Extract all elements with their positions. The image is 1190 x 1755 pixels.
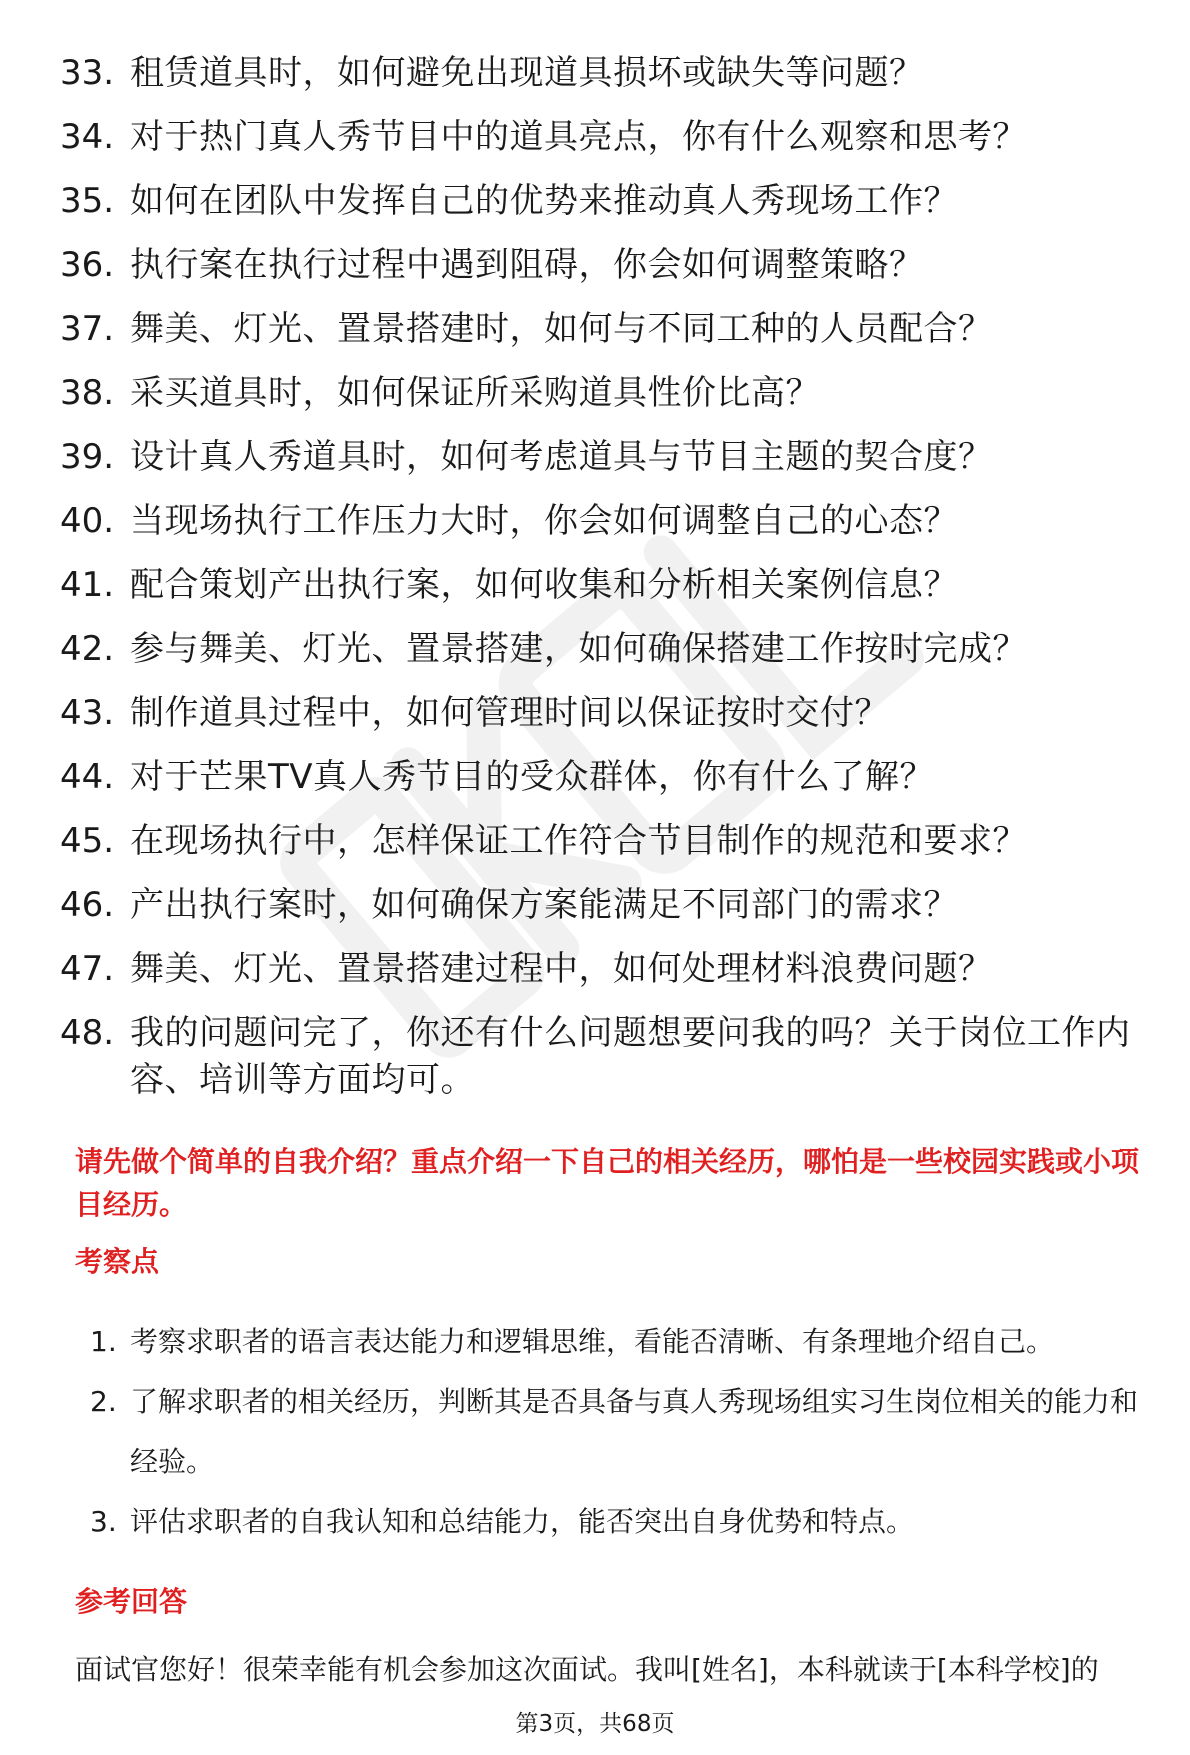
question-item	[60, 306, 1150, 353]
point-number: 3.	[90, 1505, 117, 1538]
question-text: 参与舞美、灯光、置景搭建，如何确保搭建工作按时完成？	[130, 629, 1027, 669]
point-item	[90, 1492, 1160, 1552]
point-number: 1.	[90, 1325, 117, 1358]
question-number: 36.	[60, 245, 115, 285]
point-text: 评估求职者的自我认知和总结能力，能否突出自身优势和特点。	[130, 1505, 915, 1538]
question-text: 配合策划产出执行案，如何收集和分析相关案例信息？	[130, 565, 958, 605]
question-text: 设计真人秀道具时，如何考虑道具与节目主题的契合度？	[130, 437, 993, 477]
question-number: 42.	[60, 629, 115, 669]
question-item	[60, 242, 1150, 289]
question-number: 40.	[60, 501, 115, 541]
question-item	[60, 754, 1150, 801]
points-list	[90, 1312, 1160, 1552]
question-item	[60, 50, 1150, 97]
question-item	[60, 1010, 1150, 1104]
point-item	[90, 1312, 1160, 1372]
point-text: 了解求职者的相关经历，判断其是否具备与真人秀现场组实习生岗位相关的能力和经验。	[130, 1385, 1139, 1478]
question-item	[60, 690, 1150, 737]
question-number: 45.	[60, 821, 115, 861]
question-text: 舞美、灯光、置景搭建过程中，如何处理材料浪费问题？	[130, 949, 993, 989]
question-number: 41.	[60, 565, 115, 605]
question-text: 租赁道具时，如何避免出现道具损坏或缺失等问题？	[130, 53, 924, 93]
question-item	[60, 626, 1150, 673]
question-item	[60, 818, 1150, 865]
featured-question: 请先做个简单的自我介绍？重点介绍一下自己的相关经历，哪怕是一些校园实践或小项目经历。	[75, 1145, 1140, 1221]
question-number: 39.	[60, 437, 115, 477]
question-text: 舞美、灯光、置景搭建时，如何与不同工种的人员配合？	[130, 309, 993, 349]
question-item	[60, 114, 1150, 161]
question-item	[60, 498, 1150, 545]
question-number: 48.	[60, 1013, 115, 1053]
question-number: 35.	[60, 181, 115, 221]
point-text: 考察求职者的语言表达能力和逻辑思维，看能否清晰、有条理地介绍自己。	[130, 1325, 1055, 1358]
answer-text: 面试官您好！很荣幸能有机会参加这次面试。我叫[姓名]，本科就读于[本科学校]的	[75, 1653, 1099, 1686]
question-number: 47.	[60, 949, 115, 989]
question-number: 34.	[60, 117, 115, 157]
question-text: 在现场执行中，怎样保证工作符合节目制作的规范和要求？	[130, 821, 1027, 861]
question-number: 37.	[60, 309, 115, 349]
question-text: 对于热门真人秀节目中的道具亮点，你有什么观察和思考？	[130, 117, 1027, 157]
question-number: 43.	[60, 693, 115, 733]
question-text: 执行案在执行过程中遇到阻碍，你会如何调整策略？	[130, 245, 924, 285]
question-number: 44.	[60, 757, 115, 797]
point-number: 2.	[90, 1385, 117, 1418]
question-number: 46.	[60, 885, 115, 925]
question-text: 制作道具过程中，如何管理时间以保证按时交付？	[130, 693, 889, 733]
question-item	[60, 562, 1150, 609]
question-number: 33.	[60, 53, 115, 93]
question-item	[60, 178, 1150, 225]
question-list	[60, 50, 1150, 1121]
question-text: 采买道具时，如何保证所采购道具性价比高？	[130, 373, 820, 413]
question-text: 当现场执行工作压力大时，你会如何调整自己的心态？	[130, 501, 958, 541]
points-heading: 考察点	[75, 1245, 160, 1278]
question-item	[60, 882, 1150, 929]
question-text: 对于芒果TV真人秀节目的受众群体，你有什么了解？	[130, 757, 935, 797]
question-item	[60, 946, 1150, 993]
answer-heading: 参考回答	[75, 1585, 188, 1618]
question-number: 38.	[60, 373, 115, 413]
question-item	[60, 434, 1150, 481]
question-text: 我的问题问完了，你还有什么问题想要问我的吗？关于岗位工作内容、培训等方面均可。	[130, 1013, 1131, 1100]
point-item	[90, 1372, 1160, 1492]
question-text: 产出执行案时，如何确保方案能满足不同部门的需求？	[130, 885, 958, 925]
question-item	[60, 370, 1150, 417]
question-text: 如何在团队中发挥自己的优势来推动真人秀现场工作？	[130, 181, 958, 221]
page-footer: 第3页，共68页	[515, 1711, 675, 1737]
